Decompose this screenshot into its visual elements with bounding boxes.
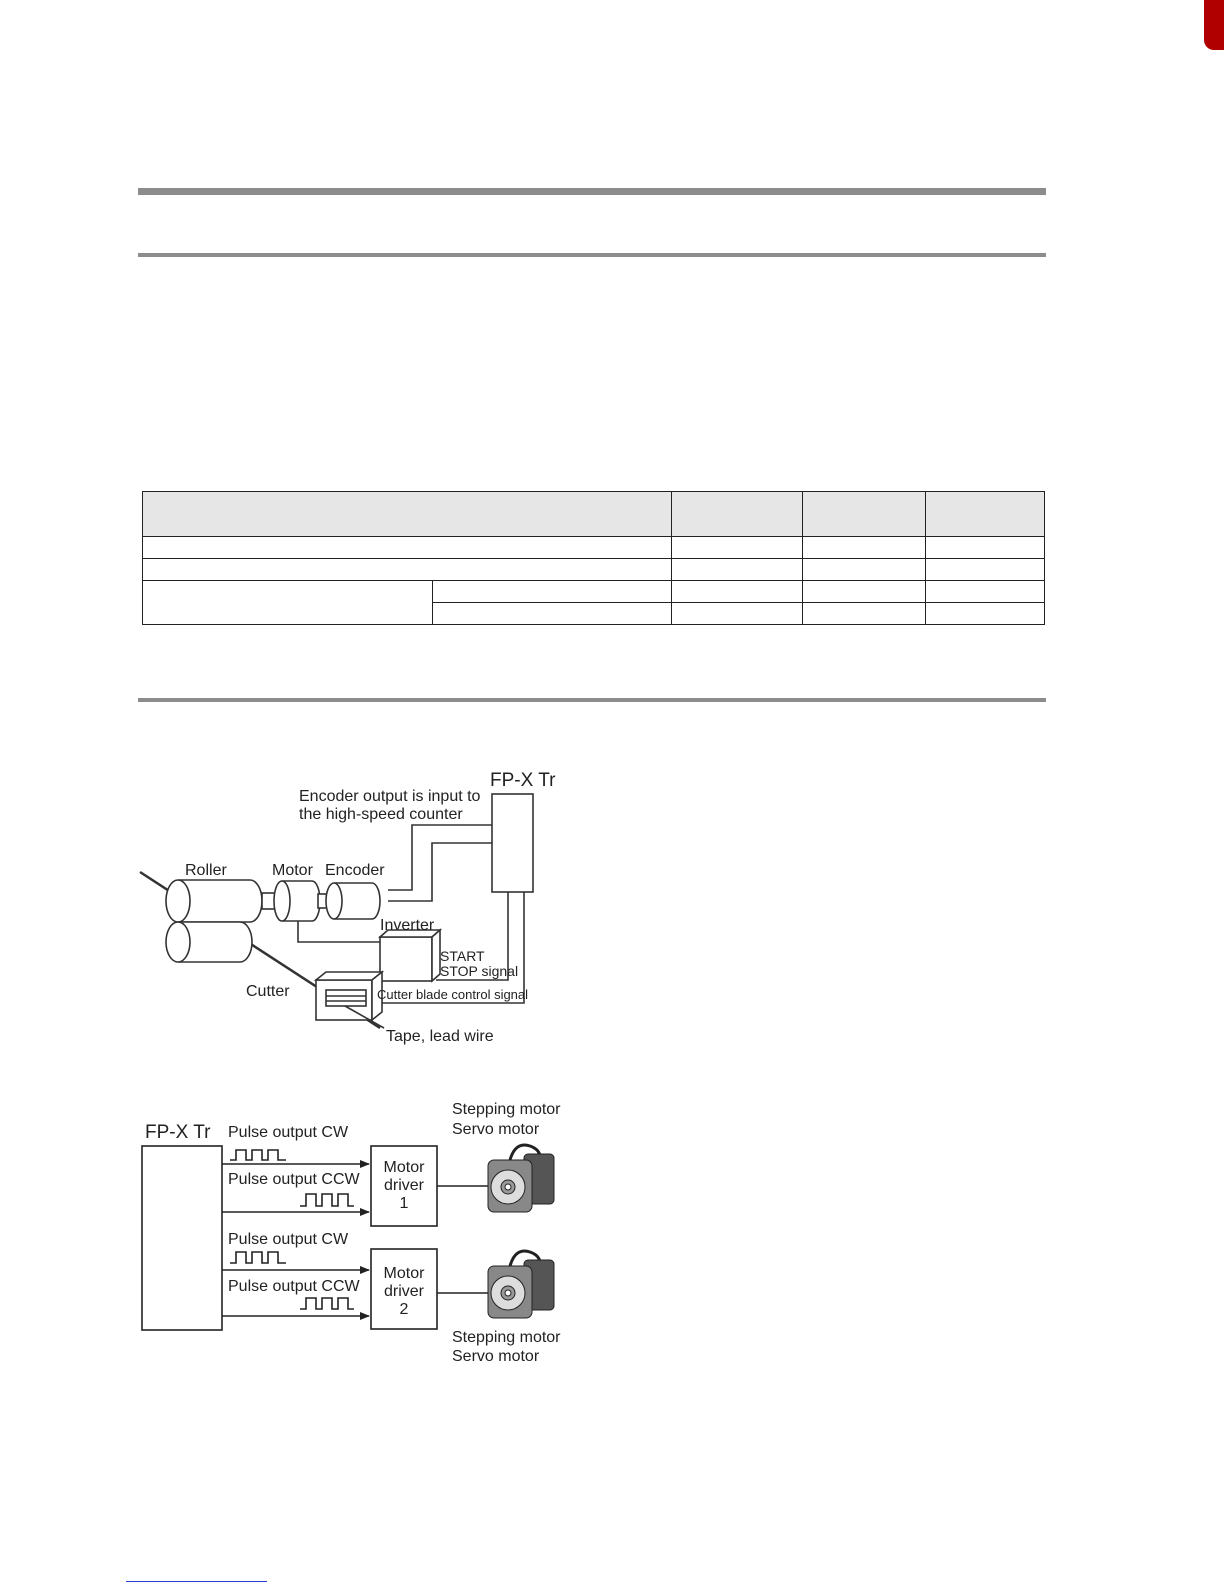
cutter-signal-label: Cutter blade control signal <box>377 987 529 1002</box>
driver-2-number: 2 <box>399 1301 409 1318</box>
servo-motor-2-icon <box>488 1251 554 1318</box>
motor-1-line1: Stepping motor <box>452 1101 561 1118</box>
pulse-ccw-label-2: Pulse output CCW <box>228 1278 360 1295</box>
motor-1-line2: Servo motor <box>452 1121 540 1138</box>
pulse-ccw-label-1: Pulse output CCW <box>228 1171 360 1188</box>
driver-2-word1: Motor <box>383 1265 425 1282</box>
plc-label: FP-X Tr <box>490 770 556 791</box>
plc-box-2 <box>142 1146 222 1330</box>
start-label: START <box>440 948 485 964</box>
servo-motor-1-icon <box>488 1145 554 1212</box>
driver-1-word2: driver <box>383 1177 425 1194</box>
driver-1-number: 1 <box>399 1195 409 1212</box>
tape-label: Tape, lead wire <box>386 1028 494 1045</box>
footer-link-underline[interactable] <box>126 1581 267 1582</box>
encoder-note-line1: Encoder output is input to <box>299 788 481 805</box>
pulse-cw-label-2: Pulse output CW <box>228 1231 349 1248</box>
driver-2-word2: driver <box>383 1283 425 1300</box>
motor-2-line1: Stepping motor <box>452 1329 561 1346</box>
plc-label-2: FP-X Tr <box>145 1122 211 1143</box>
roller-label: Roller <box>185 862 227 879</box>
encoder-note-line2: the high-speed counter <box>299 806 463 823</box>
stop-label: STOP signal <box>440 963 519 979</box>
motor-label: Motor <box>272 862 313 879</box>
driver-1-word1: Motor <box>383 1159 425 1176</box>
cutter-label: Cutter <box>246 983 290 1000</box>
inverter-label: Inverter <box>380 917 435 934</box>
encoder-label: Encoder <box>325 862 385 879</box>
motor-2-line2: Servo motor <box>452 1348 540 1365</box>
pulse-cw-label-1: Pulse output CW <box>228 1124 349 1141</box>
